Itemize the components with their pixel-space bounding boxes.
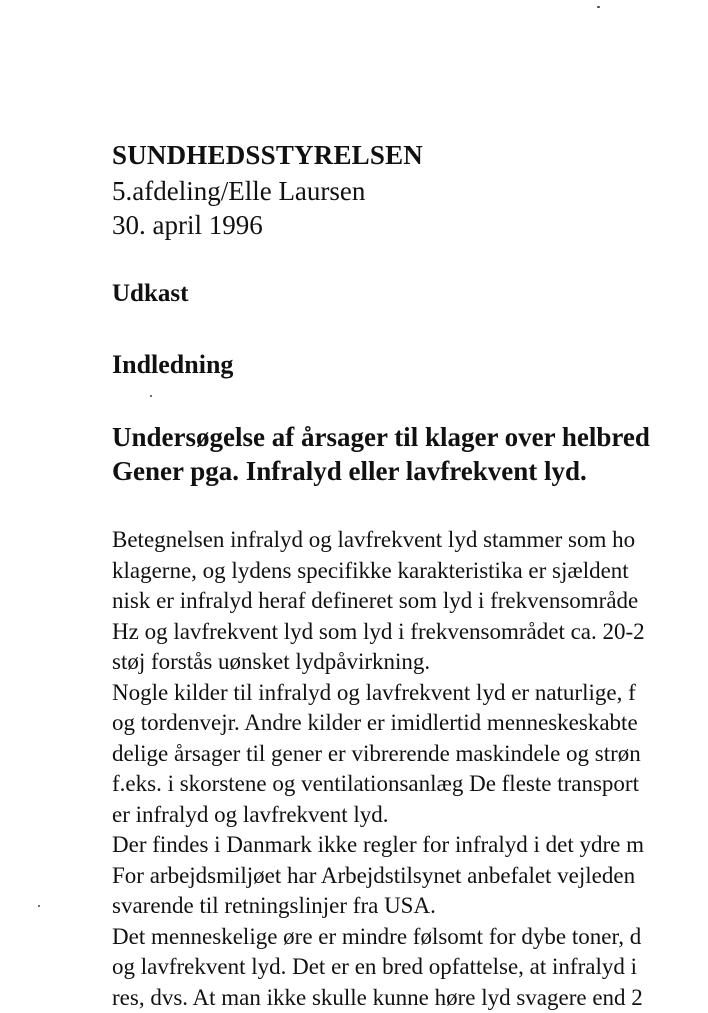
organization-name: SUNDHEDSSTYRELSEN <box>112 140 423 170</box>
title-line-1: Undersøgelse af årsager til klager over helbred <box>112 422 650 452</box>
document-date: 30. april 1996 <box>112 210 263 240</box>
body-line: Nogle kilder til infralyd og lavfrekvent lyd er naturlige, f <box>112 679 636 705</box>
body-line: f.eks. i skorstene og ventilationsanlæg De fleste transport <box>112 771 639 796</box>
title-line-2: Gener pga. Infralyd eller lavfrekvent lyd. <box>112 456 587 486</box>
body-line: er infralyd og lavfrekvent lyd. <box>112 801 389 827</box>
scan-speck <box>150 395 152 397</box>
department-author: 5.afdeling/Elle Laursen <box>112 176 366 206</box>
body-line: klagerne, og lydens specifikke karakteristika er sjældent <box>112 557 629 583</box>
body-line: Det menneskelige øre er mindre følsomt for dybe toner, d <box>112 923 642 949</box>
body-line: res, dvs. At man ikke skulle kunne høre lyd svagere end 2 <box>112 984 643 1010</box>
body-line: Betegnelsen infralyd og lavfrekvent lyd stammer som ho <box>112 527 636 552</box>
body-line: Der findes i Danmark ikke regler for infralyd i det ydre m <box>112 832 644 857</box>
scan-speck <box>38 905 40 907</box>
body-line: Hz og lavfrekvent lyd som lyd i frekvensområdet ca. 20-2 <box>112 618 645 644</box>
body-line: svarende til retningslinjer fra USA. <box>112 893 436 918</box>
body-line: For arbejdsmiljøet har Arbejdstilsynet anbefalet vejleden <box>112 862 636 888</box>
body-line: delige årsager til gener er vibrerende maskindele og strøn <box>112 740 641 766</box>
body-line: støj forstås uønsket lydpåvirkning. <box>112 649 431 674</box>
body-line: og tordenvejr. Andre kilder er imidlertid menneskeskabte <box>112 710 638 735</box>
draft-label: Udkast <box>112 280 189 307</box>
body-line: nisk er infralyd heraf defineret som lyd i frekvensområde <box>112 588 639 613</box>
body-line: og lavfrekvent lyd. Det er en bred opfattelse, at infralyd i <box>112 954 637 979</box>
scan-speck <box>597 6 600 8</box>
document-title <box>112 420 650 488</box>
body-text <box>112 525 708 1013</box>
section-heading: Indledning <box>112 350 234 379</box>
